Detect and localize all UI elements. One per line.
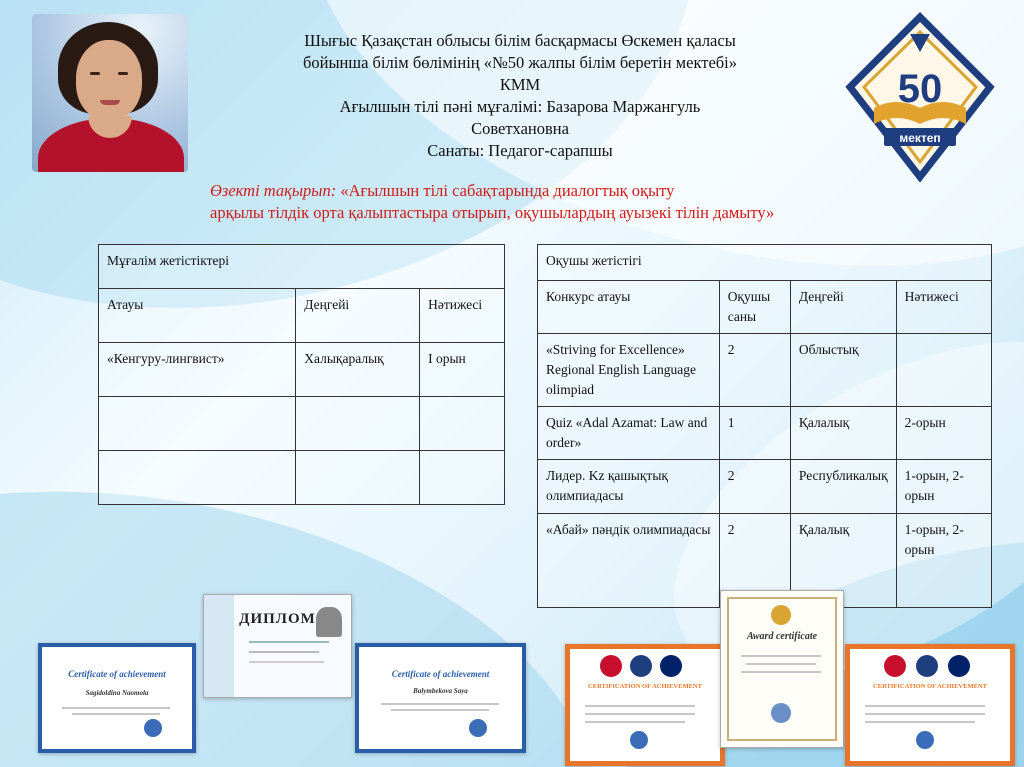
column-header: Атауы [99,289,296,343]
table-cell: «Абай» пәндік олимпиадасы [538,514,720,608]
logo-word: мектеп [899,131,941,145]
column-header: Оқушы саны [719,281,790,334]
table-cell: Quiz «Adal Azamat: Law and order» [538,407,720,460]
table-cell: Қалалық [790,407,896,460]
topic-line: арқылы тілдік орта қалыптастыра отырып, оқушылардың ауызекі тілін дамыту» [210,203,775,222]
table-cell: 2 [719,334,790,407]
column-header: Деңгейі [296,289,420,343]
certificate-title: Certificate of achievement [391,669,490,679]
table-cell [99,451,296,505]
topic-block [210,180,930,224]
header-line: Советхановна [471,119,569,138]
student-achievements-table [537,244,992,608]
school-logo [840,12,1000,182]
teacher-photo [32,14,188,172]
table-cell: «Striving for Excellence» Regional English Language olimpiad [538,334,720,407]
topic-label: Өзекті тақырып: [210,181,341,200]
certificate-image [203,594,352,698]
certificate-name: Sagidoldina Naomola [85,689,149,697]
certificate-image [845,644,1015,766]
table-cell: 1-орын, 2-орын [896,460,991,514]
logo-number: 50 [897,67,943,111]
table-title: Оқушы жетістігі [538,245,992,281]
table-row [538,407,992,460]
certificate-title: CERTIFICATION OF ACHIEVEMENT [873,683,987,690]
table-row [538,460,992,514]
certificate-image [38,643,196,753]
table-cell: I орын [420,343,505,397]
column-header: Деңгейі [790,281,896,334]
header-line: Санаты: Педагог-сарапшы [427,141,613,160]
certificate-image [565,644,725,766]
certificate-image [355,643,526,753]
table-cell: 2-орын [896,407,991,460]
column-header: Конкурс атауы [538,281,720,334]
table-cell: Халықаралық [296,343,420,397]
certificate-title: Certificate of achievement [68,669,166,679]
table-cell: 2 [719,514,790,608]
table-cell [420,397,505,451]
header-line: бойынша білім бөлімінің «№50 жалпы білім беретін мектебі» [302,53,738,72]
certificate-name: Balymbekova Saya [413,687,468,695]
table-cell: Қалалық [790,514,896,608]
table-cell: 1 [719,407,790,460]
table-cell [99,397,296,451]
table-cell [296,451,420,505]
table-row [99,397,505,451]
column-header: Нәтижесі [420,289,505,343]
certificate-title: Award certificate [746,631,818,642]
certificate-title: CERTIFICATION OF ACHIEVEMENT [588,683,702,690]
table-title: Мұғалім жетістіктері [99,245,505,289]
table-cell [896,334,991,407]
table-cell [296,397,420,451]
topic-line: «Ағылшын тілі сабақтарында диалогтық оқыту [340,181,675,200]
table-cell [420,451,505,505]
table-cell: 2 [719,460,790,514]
teacher-achievements-table [98,244,505,505]
table-cell: 1-орын, 2-орын [896,514,991,608]
certificate-image [720,590,844,748]
header-line: Ағылшын тілі пәні мұғалімі: Базарова Маржангуль [339,97,701,116]
header-line: КММ [499,75,541,94]
table-cell: «Кенгуру-лингвист» [99,343,296,397]
table-cell: Республикалық [790,460,896,514]
column-header: Нәтижесі [896,281,991,334]
table-row [99,343,505,397]
table-row [538,334,992,407]
header-block [200,30,840,162]
table-cell: Облыстық [790,334,896,407]
table-cell: Лидер. Kz қашықтық олимпиадасы [538,460,720,514]
header-line: Шығыс Қазақстан облысы білім басқармасы Өскемен қаласы [304,31,736,50]
table-row [99,451,505,505]
certificate-title: ДИПЛОМ [239,611,316,627]
